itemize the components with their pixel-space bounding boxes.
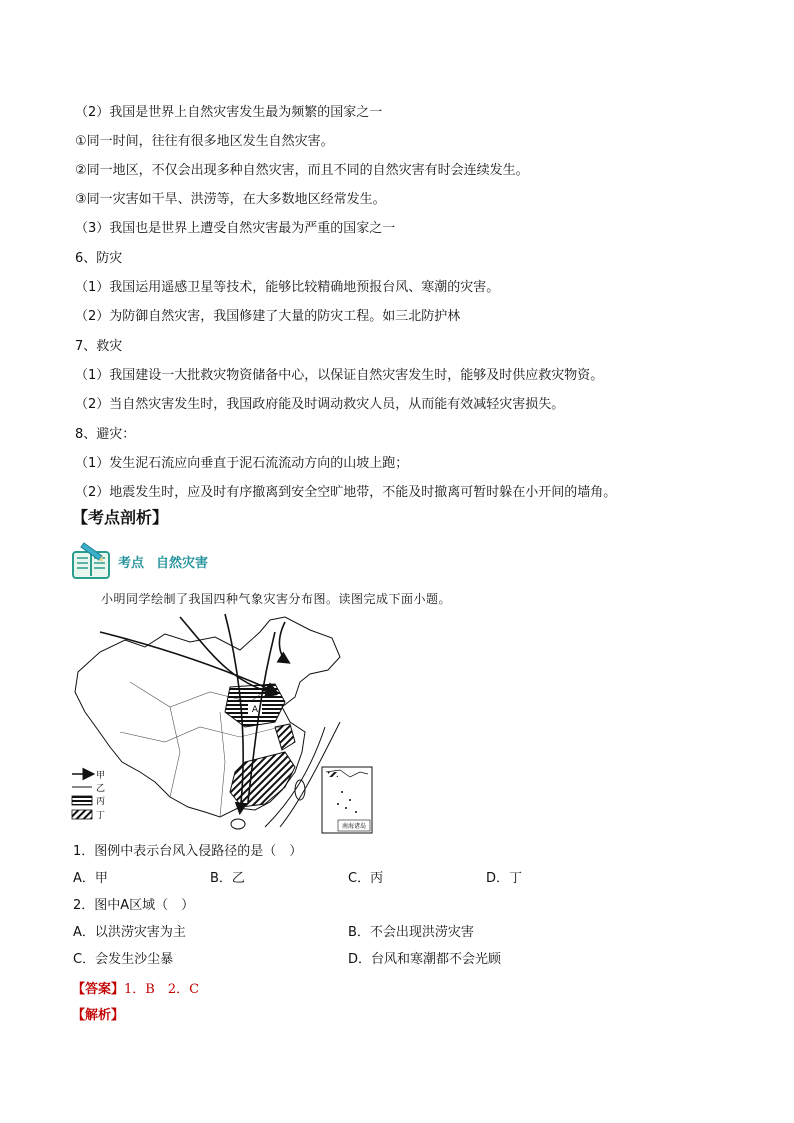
question-1-stem: 1．图例中表示台风入侵路径的是（ ） [73, 844, 303, 859]
legend-ding: 丁 [96, 811, 106, 821]
text-line: ①同一时间，往往有很多地区发生自然灾害。 [75, 134, 334, 149]
text-line: 8、避灾： [75, 427, 136, 442]
kaodian-title: 自然灾害 [156, 556, 209, 571]
hainan-island [231, 819, 245, 829]
text-line: （2）地震发生时，应及时有序撤离到安全空旷地带，不能及时撤离可暂时躲在小开间的墙角。 [75, 485, 617, 500]
legend-yi: 乙 [96, 784, 106, 794]
text-line: 7、救灾 [75, 339, 123, 354]
book-pencil-icon [70, 540, 112, 582]
kaodian-tag: 考点 [118, 556, 145, 571]
inset-label: 南海诸岛 [341, 823, 367, 830]
legend-bing: 丙 [96, 797, 106, 807]
question-2-option-a: A．以洪涝灾害为主 [73, 925, 186, 940]
question-2-option-c: C．会发生沙尘暴 [73, 952, 174, 967]
disaster-map-figure [70, 612, 380, 838]
text-line: 6、防灾 [75, 251, 123, 266]
text-line: （2）我国是世界上自然灾害发生最为频繁的国家之一 [75, 105, 383, 120]
text-line: （3）我国也是世界上遭受自然灾害最为严重的国家之一 [75, 221, 396, 236]
text-line: ③同一灾害如干旱、洪涝等，在大多数地区经常发生。 [75, 192, 386, 207]
answer-text: 1．B 2．C [124, 982, 200, 997]
region-ding [230, 752, 295, 807]
question-intro: 小明同学绘制了我国四种气象灾害分布图。读图完成下面小题。 [101, 592, 452, 606]
text-line: ②同一地区，不仅会出现多种自然灾害，而且不同的自然灾害有时会连续发生。 [75, 163, 529, 178]
text-line: （1）发生泥石流应向垂直于泥石流流动方向的山坡上跑； [75, 456, 409, 471]
region-a-label: A [251, 705, 259, 715]
question-1-option-a: A．甲 [73, 871, 108, 886]
text-line: （2）当自然灾害发生时，我国政府能及时调动救灾人员，从而能有效减轻灾害损失。 [75, 397, 565, 412]
legend-jia: 甲 [96, 771, 106, 781]
kaodian-label [118, 552, 220, 571]
text-line: （2）为防御自然灾害，我国修建了大量的防灾工程。如三北防护林 [75, 309, 461, 324]
text-line: （1）我国运用遥感卫星等技术，能够比较精确地预报台风、寒潮的灾害。 [75, 280, 500, 295]
answer-line [72, 978, 199, 997]
analysis-label: 【解析】 [72, 1008, 125, 1023]
question-2-option-b: B．不会出现洪涝灾害 [348, 925, 474, 940]
question-2-stem: 2．图中A区域（ ） [73, 898, 195, 913]
section-heading: 【考点剖析】 [72, 508, 169, 527]
question-2-option-d: D．台风和寒潮都不会光顾 [348, 952, 502, 967]
kaodian-badge [70, 540, 330, 584]
country-outline [75, 617, 340, 817]
text-line: （1）我国建设一大批救灾物资储备中心，以保证自然灾害发生时，能够及时供应救灾物资。 [75, 368, 604, 383]
map-legend [72, 770, 105, 821]
answer-label: 【答案】 [72, 982, 125, 997]
question-1-option-b: B．乙 [210, 871, 245, 886]
south-china-sea-inset [322, 767, 372, 833]
question-1-option-c: C．丙 [348, 871, 384, 886]
question-1-option-d: D．丁 [486, 871, 523, 886]
